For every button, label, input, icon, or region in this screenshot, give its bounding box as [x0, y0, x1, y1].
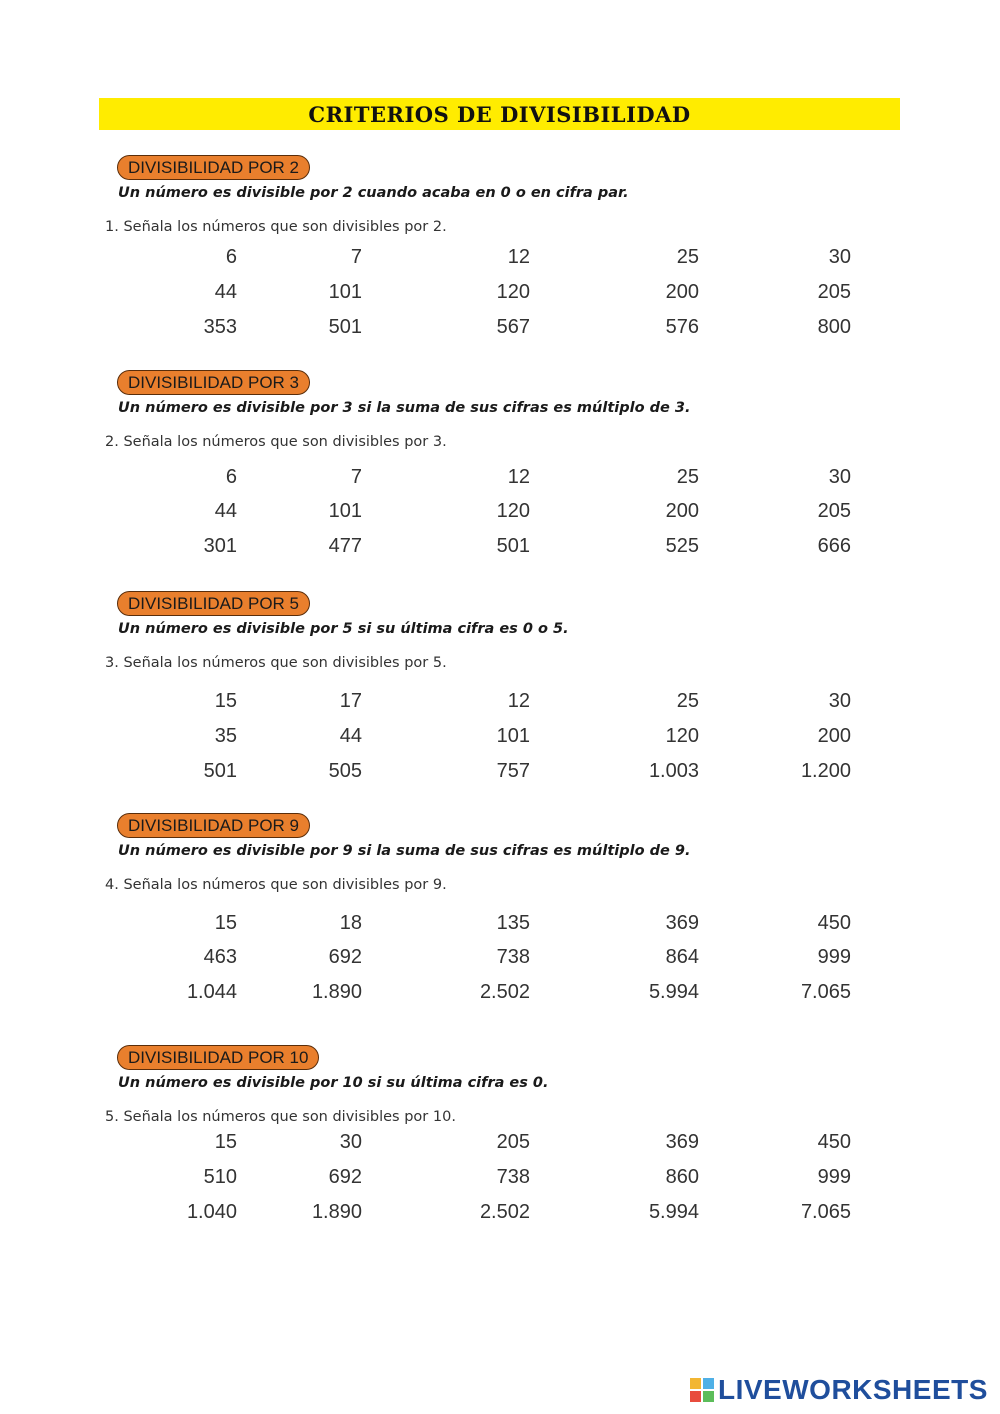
- number-option[interactable]: 135: [496, 912, 530, 934]
- number-option[interactable]: 18: [339, 912, 362, 934]
- number-option[interactable]: 12: [507, 466, 530, 488]
- number-option[interactable]: 5.994: [648, 1201, 699, 1223]
- number-option[interactable]: 25: [676, 690, 699, 712]
- number-option[interactable]: 369: [665, 1131, 699, 1153]
- number-option[interactable]: 501: [203, 760, 237, 782]
- logo-text: LIVEWORKSHEETS: [718, 1374, 988, 1405]
- number-option[interactable]: 200: [665, 500, 699, 522]
- section-badge: DIVISIBILIDAD POR 5: [117, 591, 310, 616]
- number-option[interactable]: 205: [496, 1131, 530, 1153]
- number-option[interactable]: 7: [350, 466, 362, 488]
- rule-text: Un número es divisible por 2 cuando acaba en 0 o en cifra par.: [118, 185, 629, 201]
- number-option[interactable]: 505: [328, 760, 362, 782]
- number-option[interactable]: 800: [817, 316, 851, 338]
- number-option[interactable]: 1.040: [186, 1201, 237, 1223]
- number-option[interactable]: 999: [817, 1166, 851, 1188]
- number-option[interactable]: 6: [225, 466, 237, 488]
- title-banner: [99, 98, 900, 130]
- number-option[interactable]: 12: [507, 690, 530, 712]
- number-option[interactable]: 15: [214, 1131, 237, 1153]
- section-badge: DIVISIBILIDAD POR 3: [117, 370, 310, 395]
- number-option[interactable]: 15: [214, 912, 237, 934]
- number-option[interactable]: 30: [339, 1131, 362, 1153]
- number-option[interactable]: 450: [817, 1131, 851, 1153]
- number-option[interactable]: 576: [665, 316, 699, 338]
- number-option[interactable]: 567: [496, 316, 530, 338]
- number-option[interactable]: 101: [496, 725, 530, 747]
- number-option[interactable]: 999: [817, 946, 851, 968]
- number-option[interactable]: 44: [339, 725, 362, 747]
- number-option[interactable]: 7: [350, 246, 362, 268]
- number-option[interactable]: 1.890: [311, 1201, 362, 1223]
- question-text: 4. Señala los números que son divisibles por 9.: [105, 877, 447, 893]
- number-option[interactable]: 200: [665, 281, 699, 303]
- number-option[interactable]: 44: [214, 281, 237, 303]
- number-option[interactable]: 44: [214, 500, 237, 522]
- number-option[interactable]: 369: [665, 912, 699, 934]
- number-option[interactable]: 101: [328, 281, 362, 303]
- number-option[interactable]: 501: [496, 535, 530, 557]
- number-option[interactable]: 35: [214, 725, 237, 747]
- section-badge: DIVISIBILIDAD POR 10: [117, 1045, 319, 1070]
- rule-text: Un número es divisible por 10 si su última cifra es 0.: [118, 1075, 549, 1091]
- number-option[interactable]: 353: [203, 316, 237, 338]
- number-option[interactable]: 6: [225, 246, 237, 268]
- page-title: CRITERIOS DE DIVISIBILIDAD: [308, 101, 691, 127]
- number-option[interactable]: 15: [214, 690, 237, 712]
- number-option[interactable]: 757: [496, 760, 530, 782]
- question-text: 2. Señala los números que son divisibles por 3.: [105, 434, 447, 450]
- question-text: 5. Señala los números que son divisibles por 10.: [105, 1109, 456, 1125]
- number-option[interactable]: 1.003: [648, 760, 699, 782]
- number-option[interactable]: 477: [328, 535, 362, 557]
- number-option[interactable]: 30: [828, 690, 851, 712]
- number-option[interactable]: 1.890: [311, 981, 362, 1003]
- section-badge: DIVISIBILIDAD POR 9: [117, 813, 310, 838]
- number-option[interactable]: 7.065: [800, 1201, 851, 1223]
- question-text: 1. Señala los números que son divisibles por 2.: [105, 219, 447, 235]
- number-option[interactable]: 25: [676, 466, 699, 488]
- number-option[interactable]: 205: [817, 281, 851, 303]
- number-option[interactable]: 692: [328, 946, 362, 968]
- number-option[interactable]: 738: [496, 1166, 530, 1188]
- rule-text: Un número es divisible por 9 si la suma de sus cifras es múltiplo de 9.: [118, 843, 691, 859]
- number-option[interactable]: 101: [328, 500, 362, 522]
- number-option[interactable]: 205: [817, 500, 851, 522]
- number-option[interactable]: 301: [203, 535, 237, 557]
- number-option[interactable]: 17: [339, 690, 362, 712]
- number-option[interactable]: 666: [817, 535, 851, 557]
- section-badge: DIVISIBILIDAD POR 2: [117, 155, 310, 180]
- liveworksheets-logo: [690, 1375, 988, 1405]
- number-option[interactable]: 510: [203, 1166, 237, 1188]
- number-option[interactable]: 120: [496, 500, 530, 522]
- number-option[interactable]: 738: [496, 946, 530, 968]
- number-option[interactable]: 860: [665, 1166, 699, 1188]
- number-option[interactable]: 450: [817, 912, 851, 934]
- number-option[interactable]: 525: [665, 535, 699, 557]
- rule-text: Un número es divisible por 3 si la suma de sus cifras es múltiplo de 3.: [118, 400, 691, 416]
- number-option[interactable]: 25: [676, 246, 699, 268]
- number-option[interactable]: 692: [328, 1166, 362, 1188]
- number-option[interactable]: 1.044: [186, 981, 237, 1003]
- number-option[interactable]: 12: [507, 246, 530, 268]
- number-option[interactable]: 5.994: [648, 981, 699, 1003]
- number-option[interactable]: 7.065: [800, 981, 851, 1003]
- liveworksheets-logo-icon: [690, 1378, 714, 1402]
- number-option[interactable]: 120: [665, 725, 699, 747]
- number-option[interactable]: 2.502: [479, 981, 530, 1003]
- number-option[interactable]: 30: [828, 246, 851, 268]
- number-option[interactable]: 120: [496, 281, 530, 303]
- question-text: 3. Señala los números que son divisibles por 5.: [105, 655, 447, 671]
- rule-text: Un número es divisible por 5 si su última cifra es 0 o 5.: [118, 621, 569, 637]
- number-option[interactable]: 1.200: [800, 760, 851, 782]
- number-option[interactable]: 2.502: [479, 1201, 530, 1223]
- number-option[interactable]: 200: [817, 725, 851, 747]
- number-option[interactable]: 501: [328, 316, 362, 338]
- number-option[interactable]: 864: [665, 946, 699, 968]
- number-option[interactable]: 463: [203, 946, 237, 968]
- number-option[interactable]: 30: [828, 466, 851, 488]
